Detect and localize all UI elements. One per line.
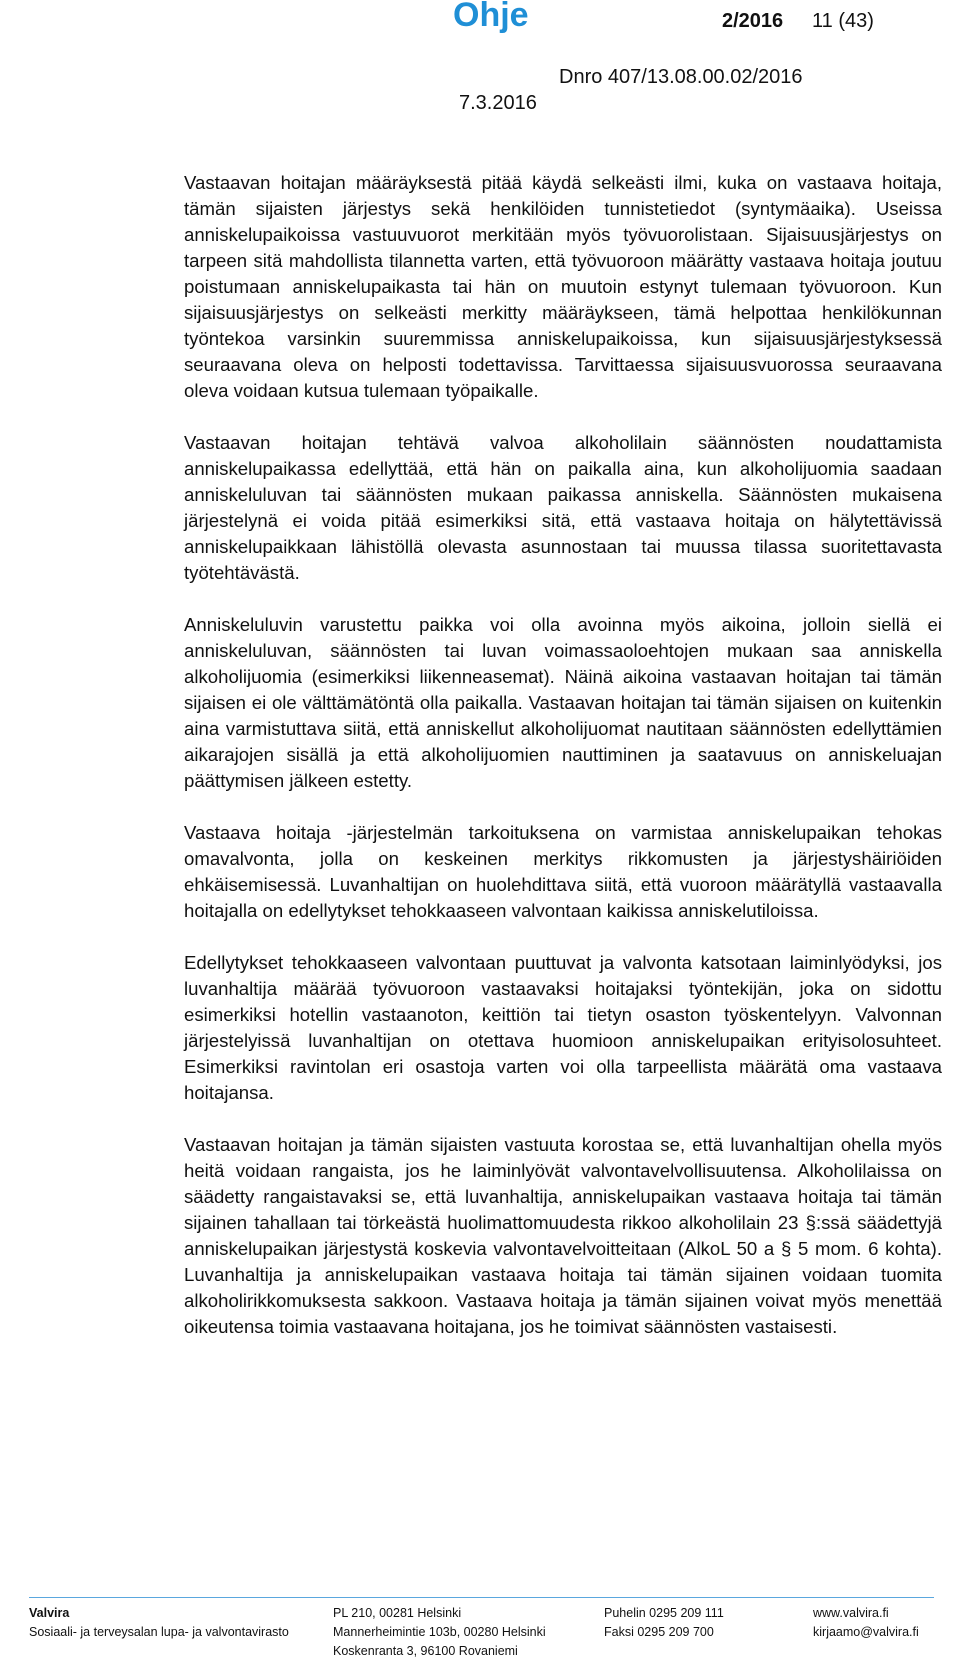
footer-addresses bbox=[333, 1604, 546, 1661]
footer-rovaniemi-address: Koskenranta 3, 96100 Rovaniemi bbox=[333, 1644, 518, 1658]
footer-org-full-name: Sosiaali- ja terveysalan lupa- ja valvontavirasto bbox=[29, 1625, 289, 1639]
footer-phone: Puhelin 0295 209 111 bbox=[604, 1606, 724, 1620]
paragraph: Vastaava hoitaja -järjestelmän tarkoituksena on varmistaa anniskelupaikan tehokas omavalvonta, jolla on keskeinen merkitys rikkomusten ja järjestyshäiriöiden ehkäisemisessä. Luvanhaltijan on huolehdittava siitä, että vuoroon määrätyllä vastaavalla hoitajalla on edellytykset tehokkaaseen valvontaan kaikissa anniskelutiloissa. bbox=[184, 822, 942, 921]
footer-organization bbox=[29, 1604, 289, 1642]
footer-fax: Faksi 0295 209 700 bbox=[604, 1625, 714, 1639]
footer-web-contacts bbox=[813, 1604, 919, 1642]
paragraph: Edellytykset tehokkaaseen valvontaan puuttuvat ja valvonta katsotaan laiminlyödyksi, jos luvanhaltija määrää työvuoroon vastaavaksi hoitajaksi työntekijän, joka on sidottu esimerkiksi hotellin vastaanoton, keittiön tai tietyn osaston työskentelyyn. Valvonnan järjestelyissä luvanhaltijan on otettava huomioon anniskelupaikan erityisolosuhteet. Esimerkiksi ravintolan eri osastoja varten voi olla tarpeellista määrätä oma vastaava hoitajansa. bbox=[184, 952, 942, 1103]
paragraph: Vastaavan hoitajan ja tämän sijaisten vastuuta korostaa se, että luvanhaltijan ohella myös heitä voidaan rangaista, jos he laiminlyövät valvontavelvollisuutensa. Alkoholilaissa on säädetty rangaistavaksi se, että luvanhaltija, anniskelupaikan vastaava hoitaja tai tämän sijainen tahallaan tai törkeästä huolimattomuudesta rikkoo alkoholilain 23 §:ssä säädettyjä anniskelupaikan järjestystä koskevia valvontavelvoitteitaan (AlkoL 50 a § 5 mom. 6 kohta). Luvanhaltija ja anniskelupaikan vastaava hoitaja tai tämän sijainen voidaan tuomita alkoholirikkomuksesta sakkoon. Vastaava hoitaja ja tämän sijainen voivat myös menettää oikeutensa toimia vastaavana hoitajana, jos he toimivat säännösten vastaisesti. bbox=[184, 1134, 942, 1337]
footer-contact-numbers bbox=[604, 1604, 724, 1642]
footer-divider bbox=[29, 1597, 934, 1598]
footer-website-link[interactable]: www.valvira.fi bbox=[813, 1606, 889, 1620]
paragraph: Anniskeluluvin varustettu paikka voi olla avoinna myös aikoina, jolloin siellä ei anniskeluluvan, säännösten tai luvan voimassaoloehtojen mukaan saa anniskella alkoholijuomia (esimerkiksi liikenneasemat). Näinä aikoina vastaavan hoitajan tai tämän sijaisen ei ole välttämätöntä olla paikalla. Vastaavan hoitajan tai tämän sijaisen on kuitenkin aina varmistuttava siitä, että anniskellut alkoholijuomat nautitaan säännösten edellyttämien aikarajojen sisällä ja että alkoholijuomien nauttiminen ja saatavuus on anniskeluajan päättymisen jälkeen estetty. bbox=[184, 614, 942, 791]
document-number: 2/2016 bbox=[722, 10, 784, 32]
footer-postal-address: PL 210, 00281 Helsinki bbox=[333, 1606, 462, 1620]
footer-org-name: Valvira bbox=[29, 1606, 70, 1620]
document-type-title: Ohje bbox=[453, 0, 529, 34]
registry-number: Dnro 407/13.08.00.02/2016 bbox=[559, 66, 803, 88]
document-body bbox=[184, 170, 942, 1366]
page-number: 11 (43) bbox=[812, 10, 874, 32]
paragraph: Vastaavan hoitajan määräyksestä pitää käydä selkeästi ilmi, kuka on vastaava hoitaja, tämän sijaisten järjestys sekä henkilöiden tunnistetiedot (syntymäaika). Useissa anniskelupaikoissa vastuuvuorot merkitään myös työvuorolistaan. Sijaisuusjärjestys on tarpeen sitä mahdollista tilannetta varten, että työvuoroon määrätty vastaava hoitaja joutuu poistumaan anniskelupaikasta tai hän on muutoin estynyt tulemaan työvuoroon. Kun sijaisuusjärjestys on selkeästi merkitty määräykseen, tämä helpottaa henkilökunnan työntekoa varsinkin suuremmissa anniskelupaikoissa, kun sijaisuusjärjestyksessä seuraavana oleva on helposti todettavissa. Tarvittaessa sijaisuusvuorossa seuraavana oleva voidaan kutsua tulemaan työpaikalle. bbox=[184, 172, 942, 401]
footer-street-address: Mannerheimintie 103b, 00280 Helsinki bbox=[333, 1625, 546, 1639]
paragraph: Vastaavan hoitajan tehtävä valvoa alkoholilain säännösten noudattamista anniskelupaikassa edellyttää, että hän on paikalla aina, kun alkoholijuomia saadaan anniskeluluvan tai säännösten mukaan paikassa anniskella. Säännösten mukaisena järjestelynä ei voida pitää esimerkiksi sitä, että vastaava hoitaja on hälytettävissä anniskelupaikkaan lähistöllä olevasta asunnostaan tai muussa tilassa suoritettavasta työtehtävästä. bbox=[184, 432, 942, 583]
document-date: 7.3.2016 bbox=[459, 92, 537, 114]
footer-email-link[interactable]: kirjaamo@valvira.fi bbox=[813, 1625, 919, 1639]
